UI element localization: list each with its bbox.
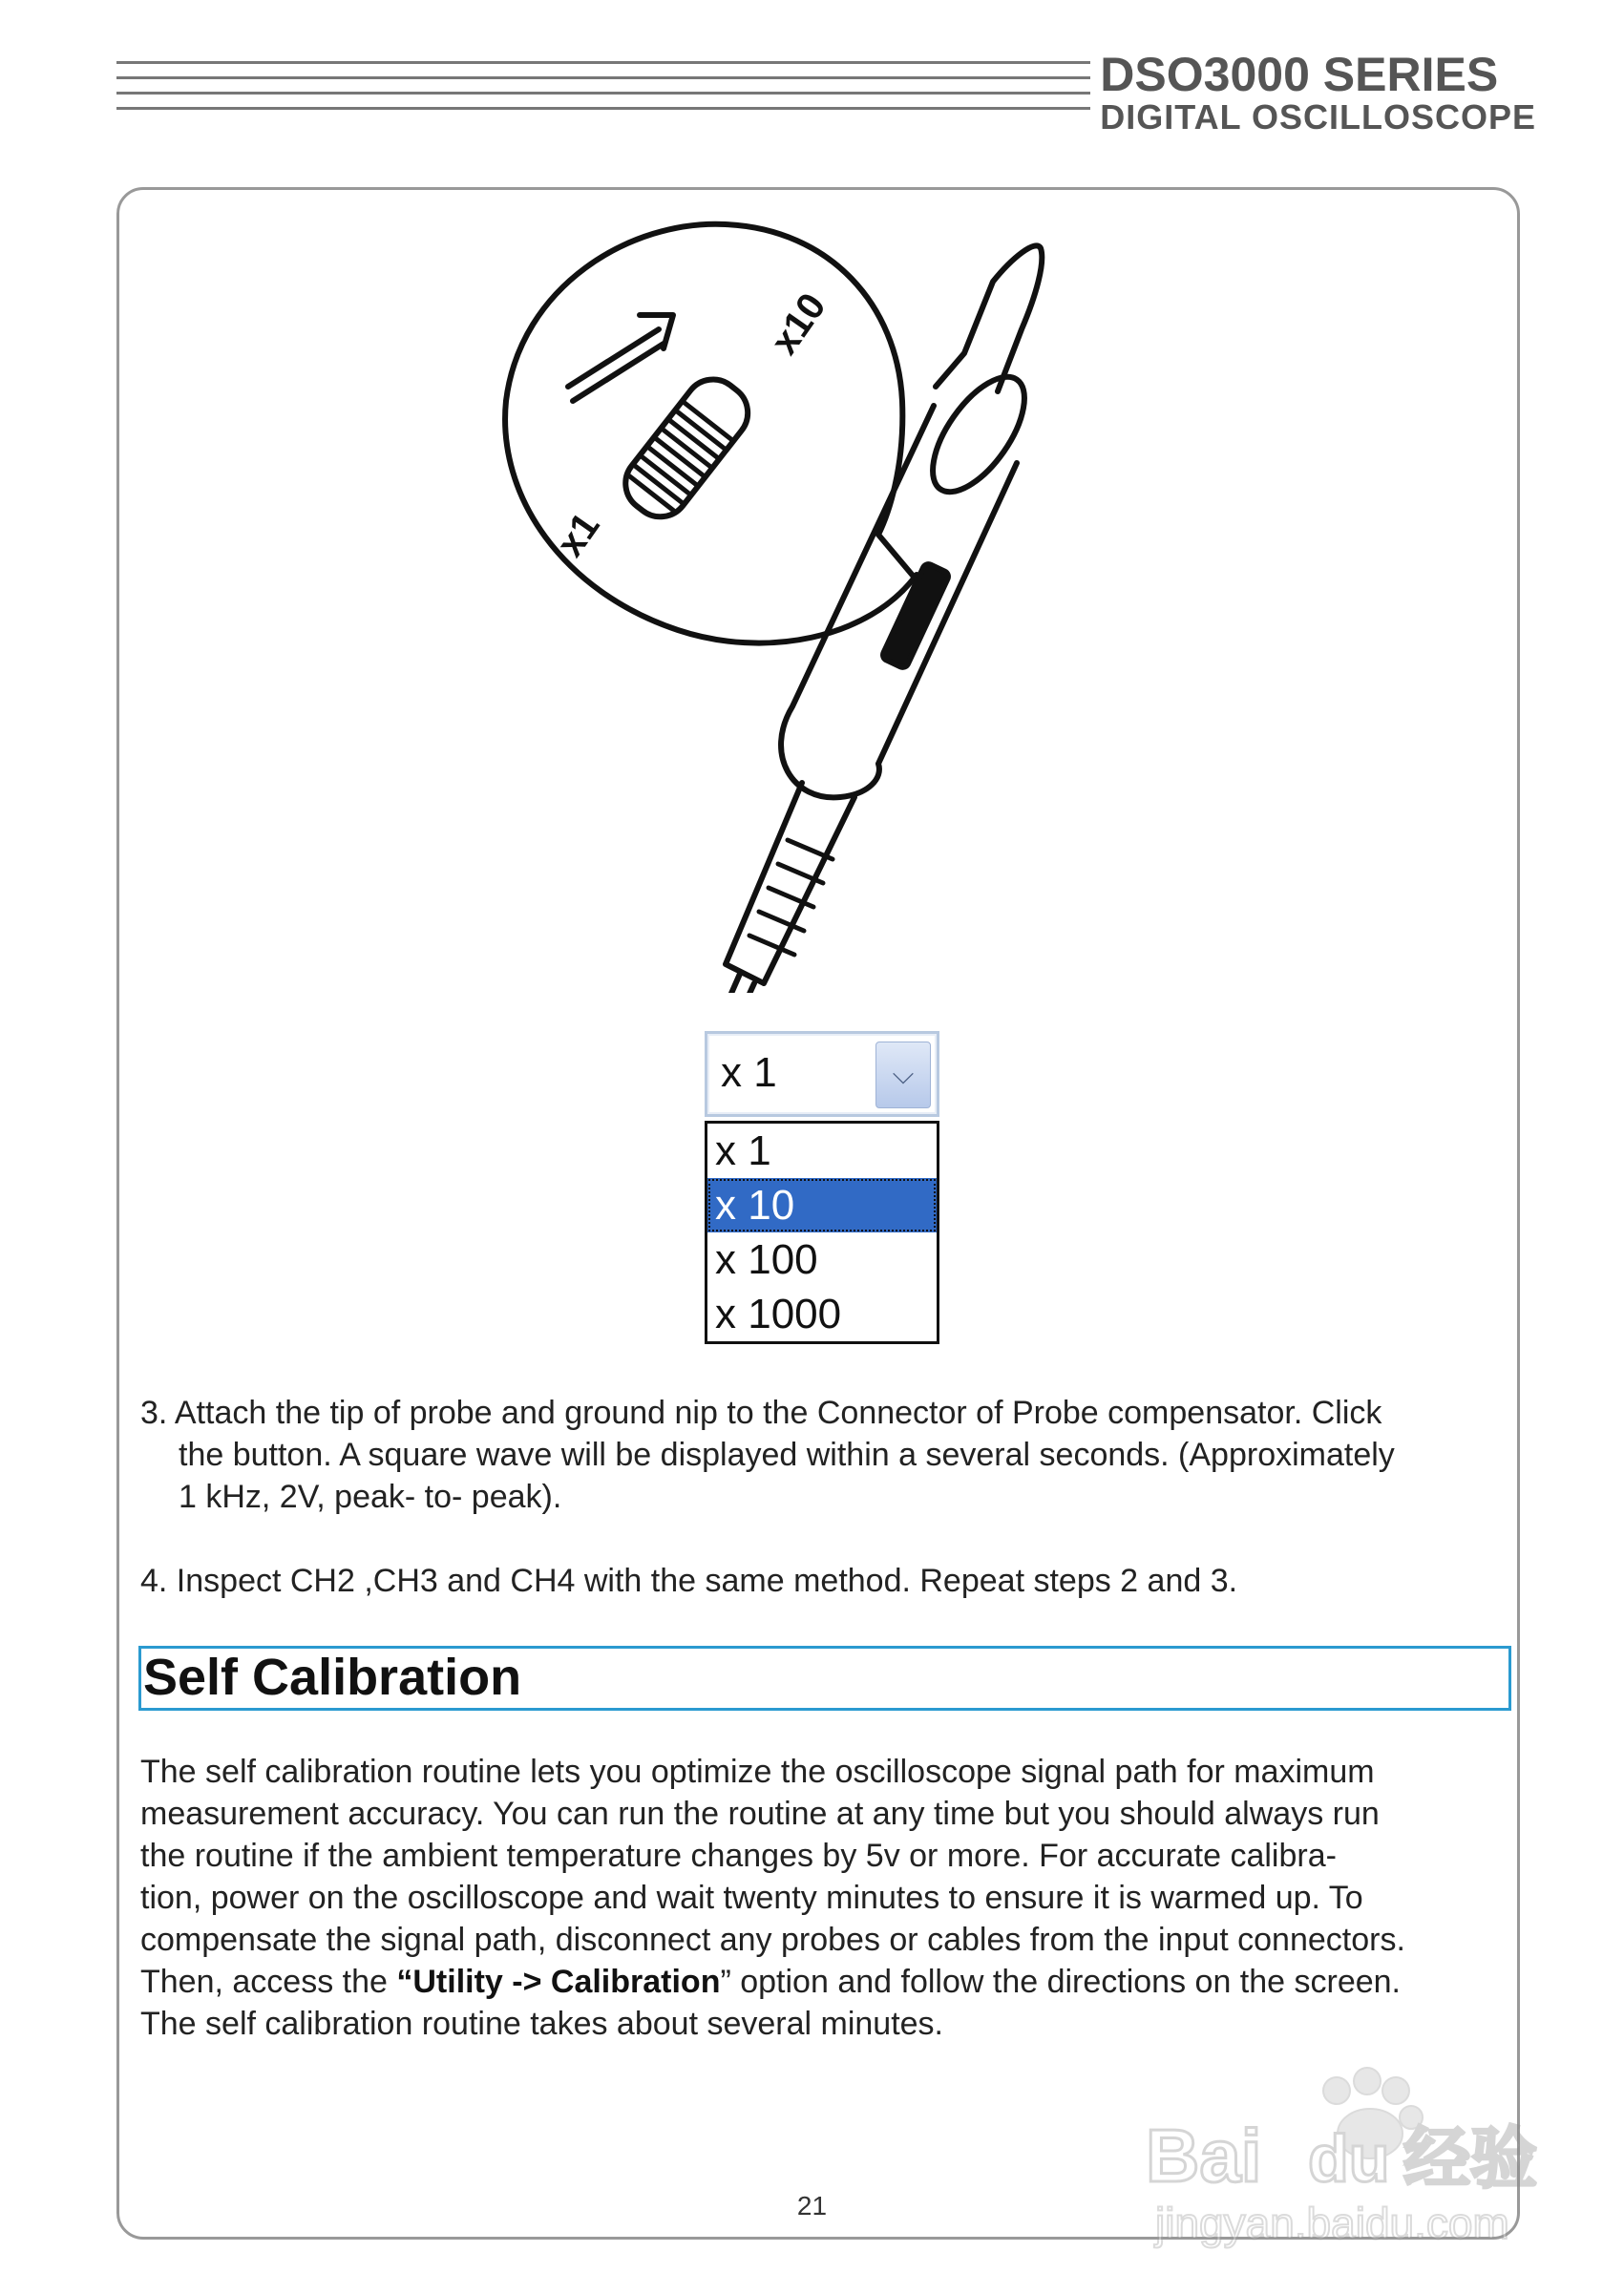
dropdown-option[interactable]: x 100 [715,1236,818,1283]
probe-illustration [477,210,1203,993]
body-line: the routine if the ambient temperature changes by 5v or more. For accurate calibra- [140,1838,1337,1874]
step-3 [140,1392,1496,1518]
body-line: measurement accuracy. You can run the routine at any time but you should always run [140,1796,1380,1832]
menu-path: “Utility -> Calibration [396,1964,721,2000]
step-3-line: 1 kHz, 2V, peak- to- peak). [179,1479,562,1515]
probe-tip [936,245,1042,391]
body-line: The self calibration routine takes about several minutes. [140,2006,944,2042]
dropdown-option[interactable]: x 1 [715,1127,771,1174]
body-line [140,1961,1506,2003]
watermark-cn: 经验 [1403,2119,1537,2198]
page-number: 21 [796,2191,828,2220]
probe-ratio-dropdown[interactable] [705,1031,939,1344]
self-calibration-body [140,1751,1506,2045]
body-line: tion, power on the oscilloscope and wait twenty minutes to ensure it is warmed up. To [140,1880,1363,1916]
series-subtitle: DIGITAL OSCILLOSCOPE [1100,97,1536,137]
step-3-line: the button. A square wave will be displayed within a several seconds. (Approximately [179,1437,1395,1473]
switch-label-x1: x1 [549,505,608,565]
body-line: compensate the signal path, disconnect any probes or cables from the input connectors. [140,1922,1405,1958]
watermark-brand-2: du [1308,2121,1390,2196]
header-rules [116,61,1090,122]
arrow-icon [568,315,673,401]
switch-label-x10: x10 [763,285,834,363]
switch-icon [614,368,759,528]
section-heading: Self Calibration [138,1646,1511,1711]
baidu-watermark [1146,2052,1585,2253]
probe-cable [707,974,740,993]
dropdown-option[interactable]: x 10 [707,1178,937,1232]
body-line: The self calibration routine lets you optimize the oscilloscope signal path for maximum [140,1754,1375,1790]
line-suffix: ” option and follow the directions on the screen. [720,1964,1402,2000]
chevron-down-icon[interactable]: ⌵ [875,1042,931,1108]
step-4: 4. Inspect CH2 ,CH3 and CH4 with the same method. Repeat steps 2 and 3. [140,1563,1238,1599]
magnifier-bubble [505,224,918,643]
dropdown-list [705,1121,939,1344]
dropdown-value: x 1 [721,1049,777,1096]
probe-collar [916,362,1043,506]
dropdown-option[interactable]: x 1000 [715,1291,842,1337]
line-prefix: Then, access the [140,1964,397,2000]
watermark-url: jingyan.baidu.com [1155,2199,1509,2248]
probe-slider [881,562,950,669]
watermark-brand: Bai [1146,2114,1262,2198]
series-title: DSO3000 SERIES [1100,48,1499,101]
step-3-line: 3. Attach the tip of probe and ground nip to the Connector of Probe compensator. Click [140,1395,1382,1431]
probe-ribs [749,840,833,955]
dropdown-selected[interactable] [705,1031,939,1117]
header-title [1100,50,1536,136]
